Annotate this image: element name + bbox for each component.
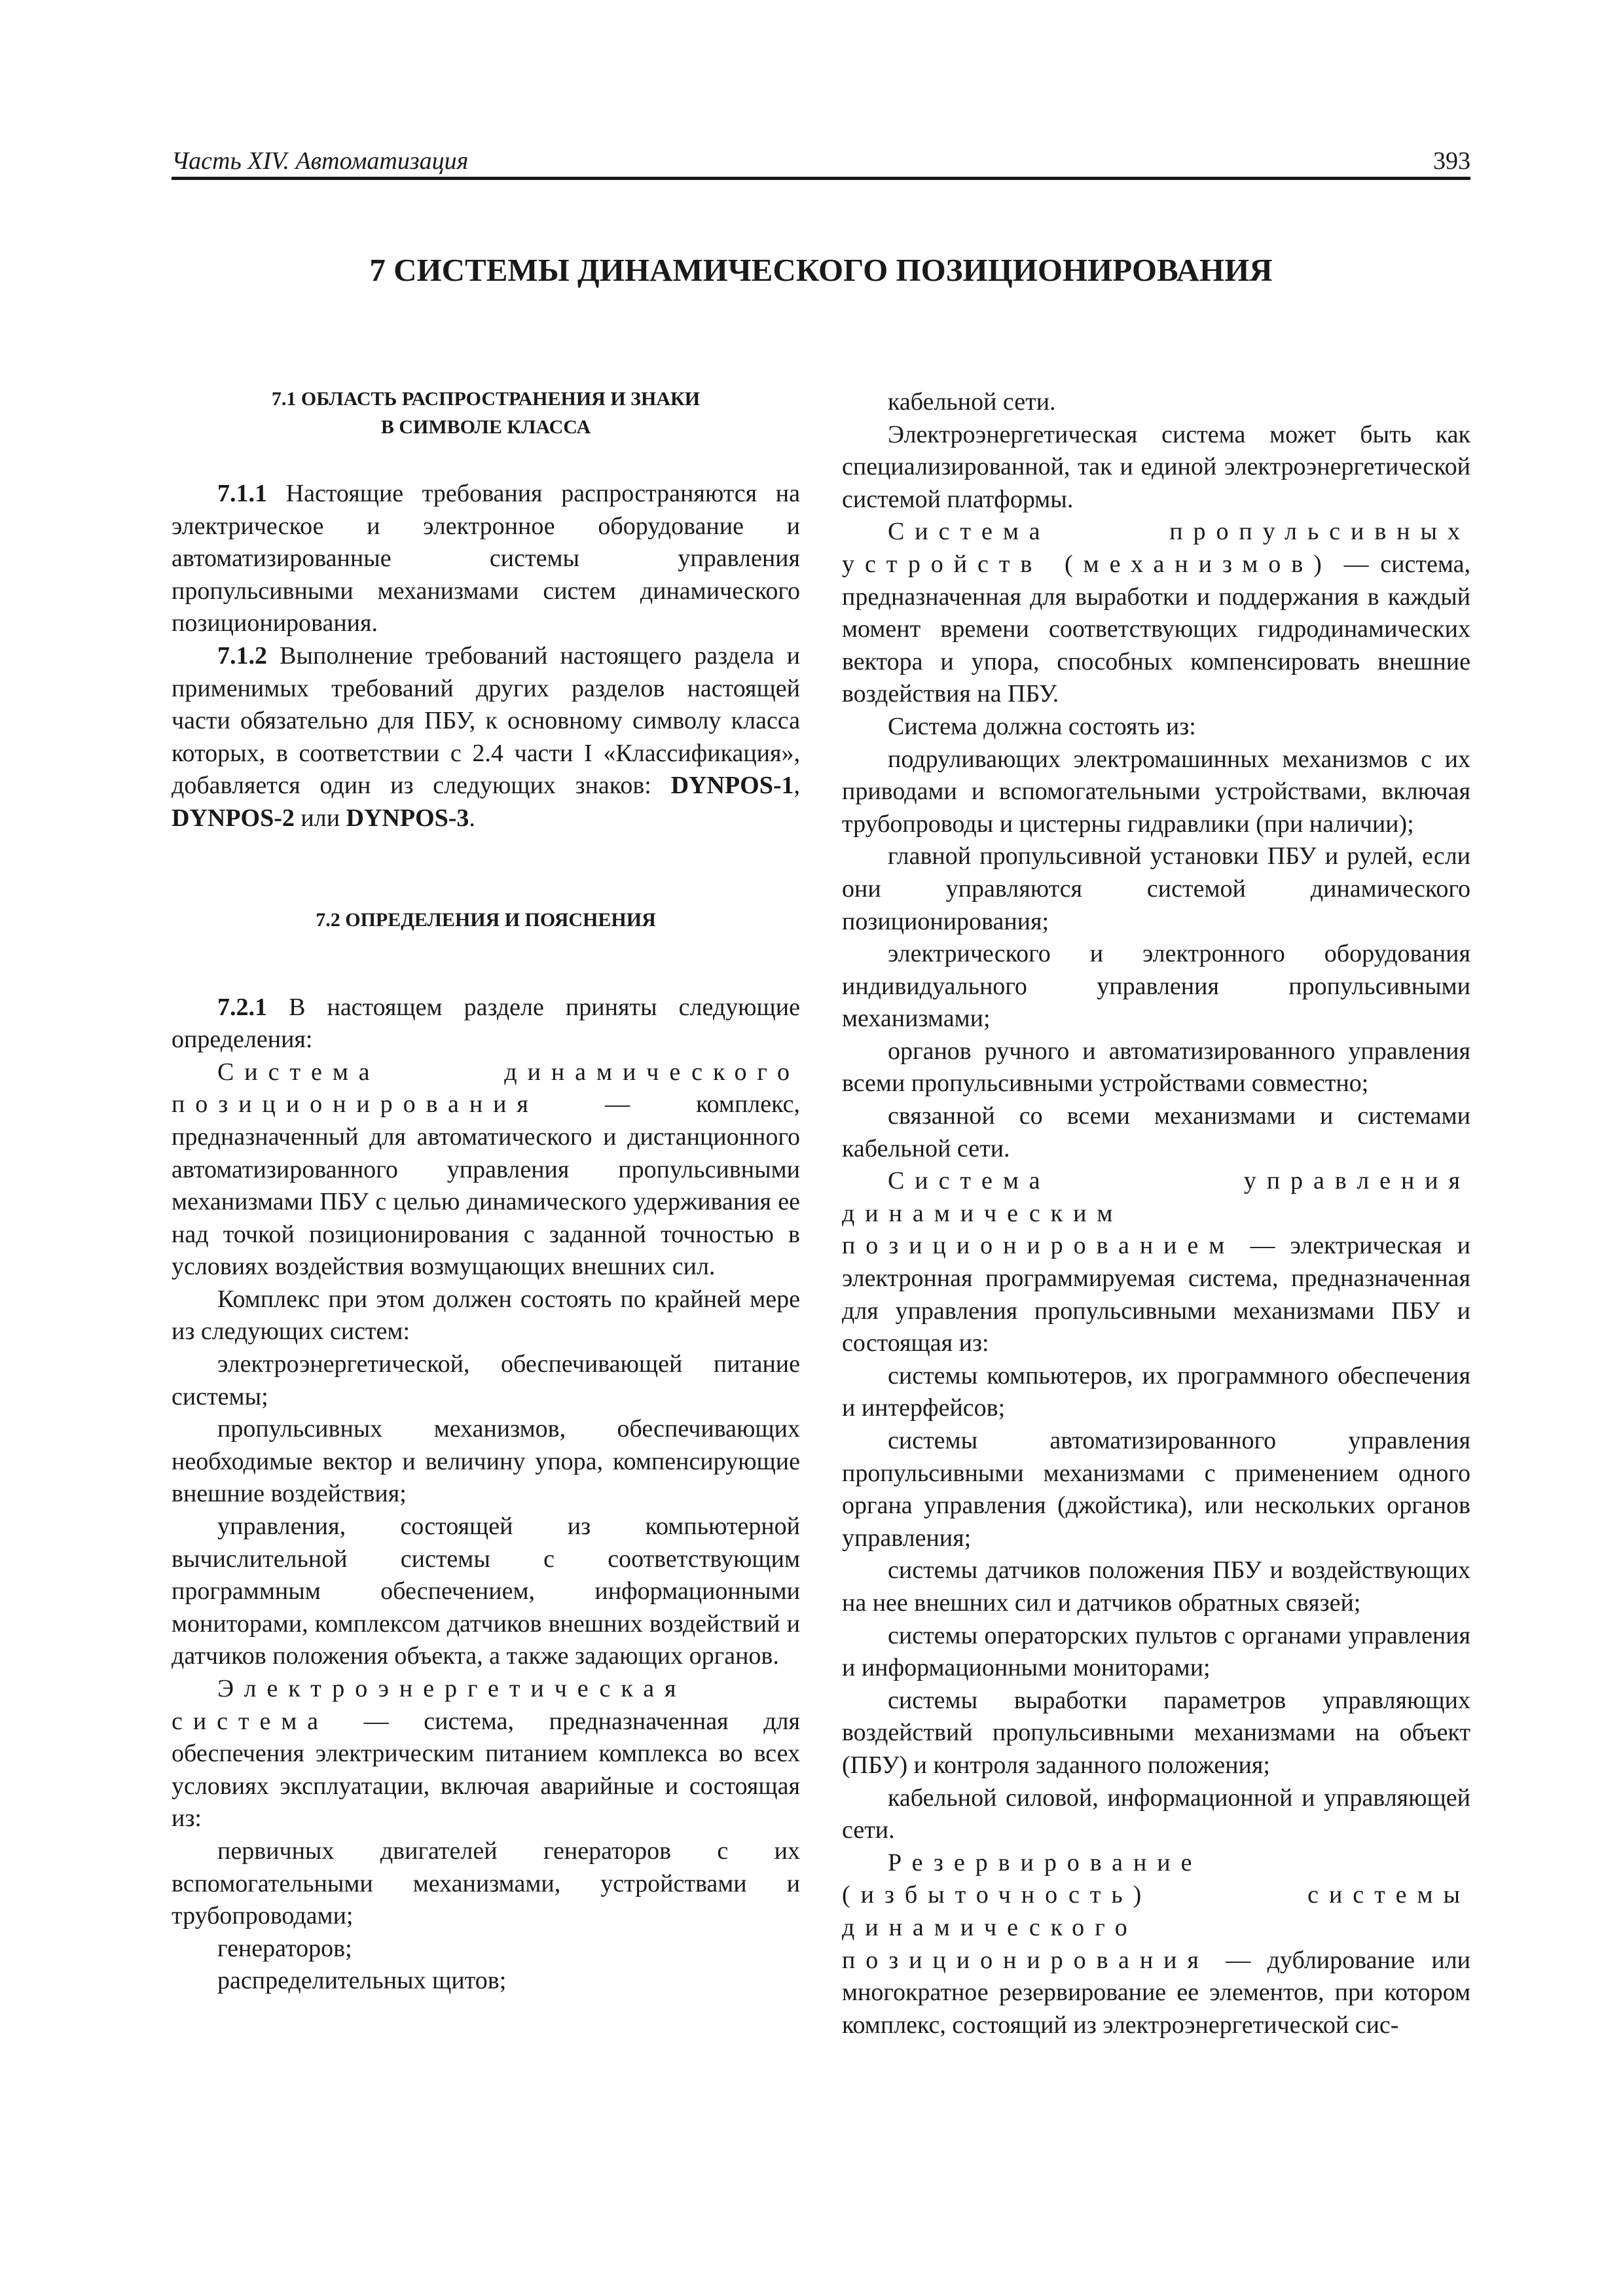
list-item: системы датчиков положения ПБУ и воздействующих на нее внешних сил и датчиков обратных связей; <box>842 1556 1470 1617</box>
running-header <box>172 143 1470 179</box>
clause-number: 7.1.2 <box>217 641 267 670</box>
list-item: кабельной сети. <box>888 388 1056 416</box>
paragraph-text: Настоящие требования распространяются на электрическое и электронное оборудование и автоматизированные системы управления пропульсивными механизмами систем динамического позиционирования. <box>172 480 800 637</box>
defined-term: Система динамического позиционирования <box>172 1058 800 1119</box>
list-item: генераторов; <box>217 1934 352 1962</box>
clause-number: 7.2.1 <box>217 993 267 1021</box>
class-sign-dynpos-3: DYNPOS-3 <box>346 804 469 832</box>
definition-dp-system <box>172 1056 800 1283</box>
section-heading-7-2: 7.2 ОПРЕДЕЛЕНИЯ И ПОЯСНЕНИЯ <box>316 908 656 931</box>
paragraph-text: В настоящем разделе приняты следующие определения: <box>172 993 800 1054</box>
list-item: распределительных щитов; <box>217 1967 507 1995</box>
propulsion-intro: Система должна состоять из: <box>888 712 1196 740</box>
class-sign-dynpos-1: DYNPOS-1 <box>670 772 794 800</box>
power-system-note: Электроэнергетическая система может быть как специализированной, так и единой электроэнергетической системой платформы. <box>842 420 1470 513</box>
definition-power-system <box>172 1673 800 1835</box>
defined-term: Резервирование (избыточность) системы динамического позиционирования <box>842 1848 1470 1974</box>
list-item: электрического и электронного оборудования индивидуального управления пропульсивными механизмами; <box>842 940 1470 1033</box>
list-item: кабельной силовой, информационной и управляющей сети. <box>842 1784 1470 1844</box>
separator-or: или <box>294 804 346 832</box>
definition-dp-control-system <box>842 1165 1470 1360</box>
section-heading-7-1 <box>172 385 800 441</box>
running-title: Часть XIV. Автоматизация <box>172 147 469 175</box>
definition-text: — комплекс, предназначенный для автоматического и дистанционного автоматизированного управления пропульсивными механизмами ПБУ с целью динамического удерживания ее над точкой позиционирования с заданной точностью в условиях воздействия возмущающих внешних сил. <box>172 1090 800 1281</box>
list-item: управления, состоящей из компьютерной вычислительной системы с соответствующим программным обеспечением, информационными мониторами, комплексом датчиков внешних воздействий и датчиков положения объекта, а также задающих органов. <box>172 1513 800 1670</box>
definition-redundancy <box>842 1847 1470 2042</box>
list-item: системы выработки параметров управляющих воздействий пропульсивными механизмами на объект (ПБУ) и контроля заданного положения; <box>842 1686 1470 1779</box>
defined-term: Система пропульсивных устройств (механизмов) <box>842 518 1470 578</box>
definition-text: — дублирование или многократное резервирование ее элементов, при котором комплекс, состоящий из электроэнергетической сис- <box>842 1946 1470 2039</box>
list-item: подруливающих электромашинных механизмов с их приводами и вспомогательными устройствами, включая трубопроводы и цистерны гидравлики (при наличии); <box>842 745 1470 838</box>
list-item: пропульсивных механизмов, обеспечивающих необходимые вектор и величину упора, компенсирующие внешние воздействия; <box>172 1415 800 1508</box>
definition-text: — система, предназначенная для обеспечения электрическим питанием комплекса во всех условиях эксплуатации, включая аварийные и состоящая из: <box>172 1707 800 1833</box>
complex-intro: Комплекс при этом должен состоять по крайней мере из следующих систем: <box>172 1285 800 1346</box>
paragraph-text: Выполнение требований настоящего раздела и применимых требований других разделов настоящей части обязательно для ПБУ, к основному символу класса которых, в соответствии с 2.4 части I «Классификация», добавляется один из следующих знаков: <box>172 641 800 800</box>
list-item: первичных двигателей генераторов с их вспомогательными механизмами, устройствами и трубопроводами; <box>172 1837 800 1930</box>
clause-number: 7.1.1 <box>217 480 267 507</box>
definition-text: — электрическая и электронная программируемая система, предназначенная для управления пропульсивными механизмами ПБУ и состоящая из: <box>842 1232 1470 1357</box>
paragraph-7-1-2 <box>172 640 800 835</box>
paragraph-7-1-1 <box>172 478 800 640</box>
right-column <box>842 386 1470 2041</box>
definition-propulsion-system <box>842 516 1470 711</box>
list-item: главной пропульсивной установки ПБУ и рулей, если они управляются системой динамического позиционирования; <box>842 842 1470 935</box>
list-item: системы компьютеров, их программного обеспечения и интерфейсов; <box>842 1361 1470 1422</box>
list-item: органов ручного и автоматизированного управления всеми пропульсивными устройствами совместно; <box>842 1037 1470 1098</box>
defined-term: Система управления динамическим позиционированием <box>842 1167 1470 1260</box>
definition-text: — система, предназначенная для выработки и поддержания в каждый момент времени соответствующих гидродинамических вектора и упора, способных компенсировать внешние воздействия на ПБУ. <box>842 550 1471 708</box>
chapter-title: 7 СИСТЕМЫ ДИНАМИЧЕСКОГО ПОЗИЦИОНИРОВАНИЯ <box>369 252 1273 288</box>
separator-comma: , <box>793 772 800 800</box>
header-rule <box>172 177 1470 180</box>
page-number: 393 <box>1433 147 1470 175</box>
list-item: связанной со всеми механизмами и системами кабельной сети. <box>842 1102 1470 1162</box>
sentence-period: . <box>469 804 475 832</box>
paragraph-7-2-1 <box>172 992 800 1056</box>
section-heading-line: В СИМВОЛЕ КЛАССА <box>380 416 591 438</box>
defined-term: Электроэнергетическая система <box>172 1675 687 1735</box>
list-item: электроэнергетической, обеспечивающей питание системы; <box>172 1350 800 1410</box>
section-heading-line: 7.1 ОБЛАСТЬ РАСПРОСТРАНЕНИЯ И ЗНАКИ <box>271 388 701 410</box>
list-item: системы операторских пультов с органами управления и информационными мониторами; <box>842 1621 1470 1682</box>
left-column <box>172 385 800 1998</box>
class-sign-dynpos-2: DYNPOS-2 <box>172 804 295 832</box>
list-item: системы автоматизированного управления пропульсивными механизмами с применением одного органа управления (джойстика), или нескольких органов управления; <box>842 1427 1470 1552</box>
